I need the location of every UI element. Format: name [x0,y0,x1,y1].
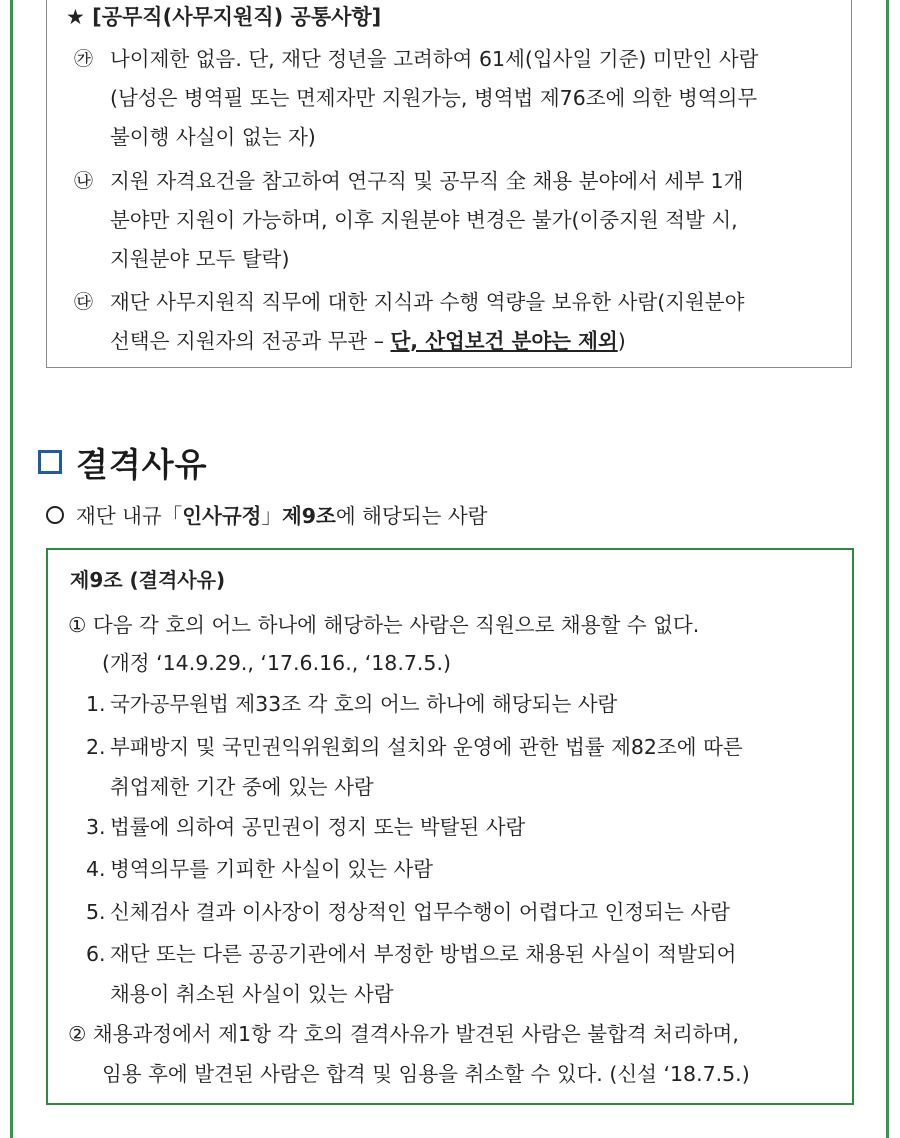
subitem-number: 6. [86,942,106,966]
section-heading [38,440,208,484]
intro-bold-text: 인사규정 [182,504,262,528]
item-line [110,322,844,361]
page-frame-left [10,0,13,1138]
item-marker: ㉮ [74,48,94,70]
item-line-text: 선택은 지원자의 전공과 무관 – [110,329,391,353]
intro-text: 재단 내규「 [76,504,183,528]
subitem-number: 2. [86,735,106,759]
item-line: (남성은 병역필 또는 면제자만 지원가능, 병역법 제76조에 의한 병역의무 [110,86,758,110]
subitem-number: 1. [86,692,106,716]
intro-bold-text: 제9조 [281,504,336,528]
intro-text: 에 해당되는 사람 [335,504,488,528]
exception-underlined-text: 단, 산업보건 분야는 제외 [390,329,618,353]
article-title: 제9조 (결격사유) [70,568,226,592]
item-line: 불이행 사실이 없는 자) [110,125,316,149]
article-paragraph-1: ① 다음 각 호의 어느 하나에 해당하는 사람은 직원으로 채용할 수 없다. [68,613,700,637]
common-item-da [74,283,844,361]
subitem-number: 4. [86,857,106,881]
section-intro [46,500,487,532]
item-line: 분야만 지원이 가능하며, 이후 지원분야 변경은 불가(이중지원 적발 시, [110,208,738,232]
article-paragraph-2: ② 채용과정에서 제1항 각 호의 결격사유가 발견된 사람은 불합격 처리하며, [68,1022,739,1046]
subitem-line: 법률에 의하여 공민권이 정지 또는 박탈된 사람 [110,815,526,839]
subitem-number: 5. [86,900,106,924]
section-heading-text: 결격사유 [76,444,208,484]
common-requirements-title: ★ [공무직(사무지원직) 공통사항] [66,5,382,29]
article-subitem [86,727,743,807]
common-item-na [74,162,844,279]
item-line-text: ) [617,329,626,353]
article-paragraph-1-amendment: (개정 ‘14.9.29., ‘17.6.16., ‘18.7.5.) [102,651,451,675]
subitem-line: 취업제한 기간 중에 있는 사람 [110,775,374,799]
subitem-line: 신체검사 결과 이사장이 정상적인 업무수행이 어렵다고 인정되는 사람 [110,900,730,924]
subitem-line: 국가공무원법 제33조 각 호의 어느 하나에 해당되는 사람 [110,692,618,716]
article-subitem [86,684,617,724]
subitem-line: 채용이 취소된 사실이 있는 사람 [110,982,394,1006]
article-subitem [86,892,730,932]
item-marker: ㉯ [74,170,94,192]
item-line: 재단 사무지원직 직무에 대한 지식과 수행 역량을 보유한 사람(지원분야 [110,290,745,314]
intro-text: 」 [261,504,282,528]
item-marker: ㉰ [74,291,94,313]
subitem-line: 부패방지 및 국민권익위원회의 설치와 운영에 관한 법률 제82조에 따른 [110,735,743,759]
article-paragraph-2-cont: 임용 후에 발견된 사람은 합격 및 임용을 취소할 수 있다. (신설 ‘18.7.5.) [102,1062,750,1086]
circle-bullet-icon [46,506,64,524]
subitem-line: 병역의무를 기피한 사실이 있는 사람 [110,857,434,881]
item-line: 지원분야 모두 탈락) [110,247,290,271]
item-line: 지원 자격요건을 참고하여 연구직 및 공무직 全 채용 분야에서 세부 1개 [110,169,744,193]
subitem-number: 3. [86,815,106,839]
item-line: 나이제한 없음. 단, 재단 정년을 고려하여 61세(입사일 기준) 미만인 사람 [110,47,759,71]
subitem-line: 재단 또는 다른 공공기관에서 부정한 방법으로 채용된 사실이 적발되어 [110,942,737,966]
square-bullet-icon [38,450,62,474]
common-item-ga [74,40,844,157]
page-frame-right [886,0,889,1138]
article-subitem [86,849,433,889]
article-subitem [86,934,736,1014]
article-subitem [86,807,525,847]
